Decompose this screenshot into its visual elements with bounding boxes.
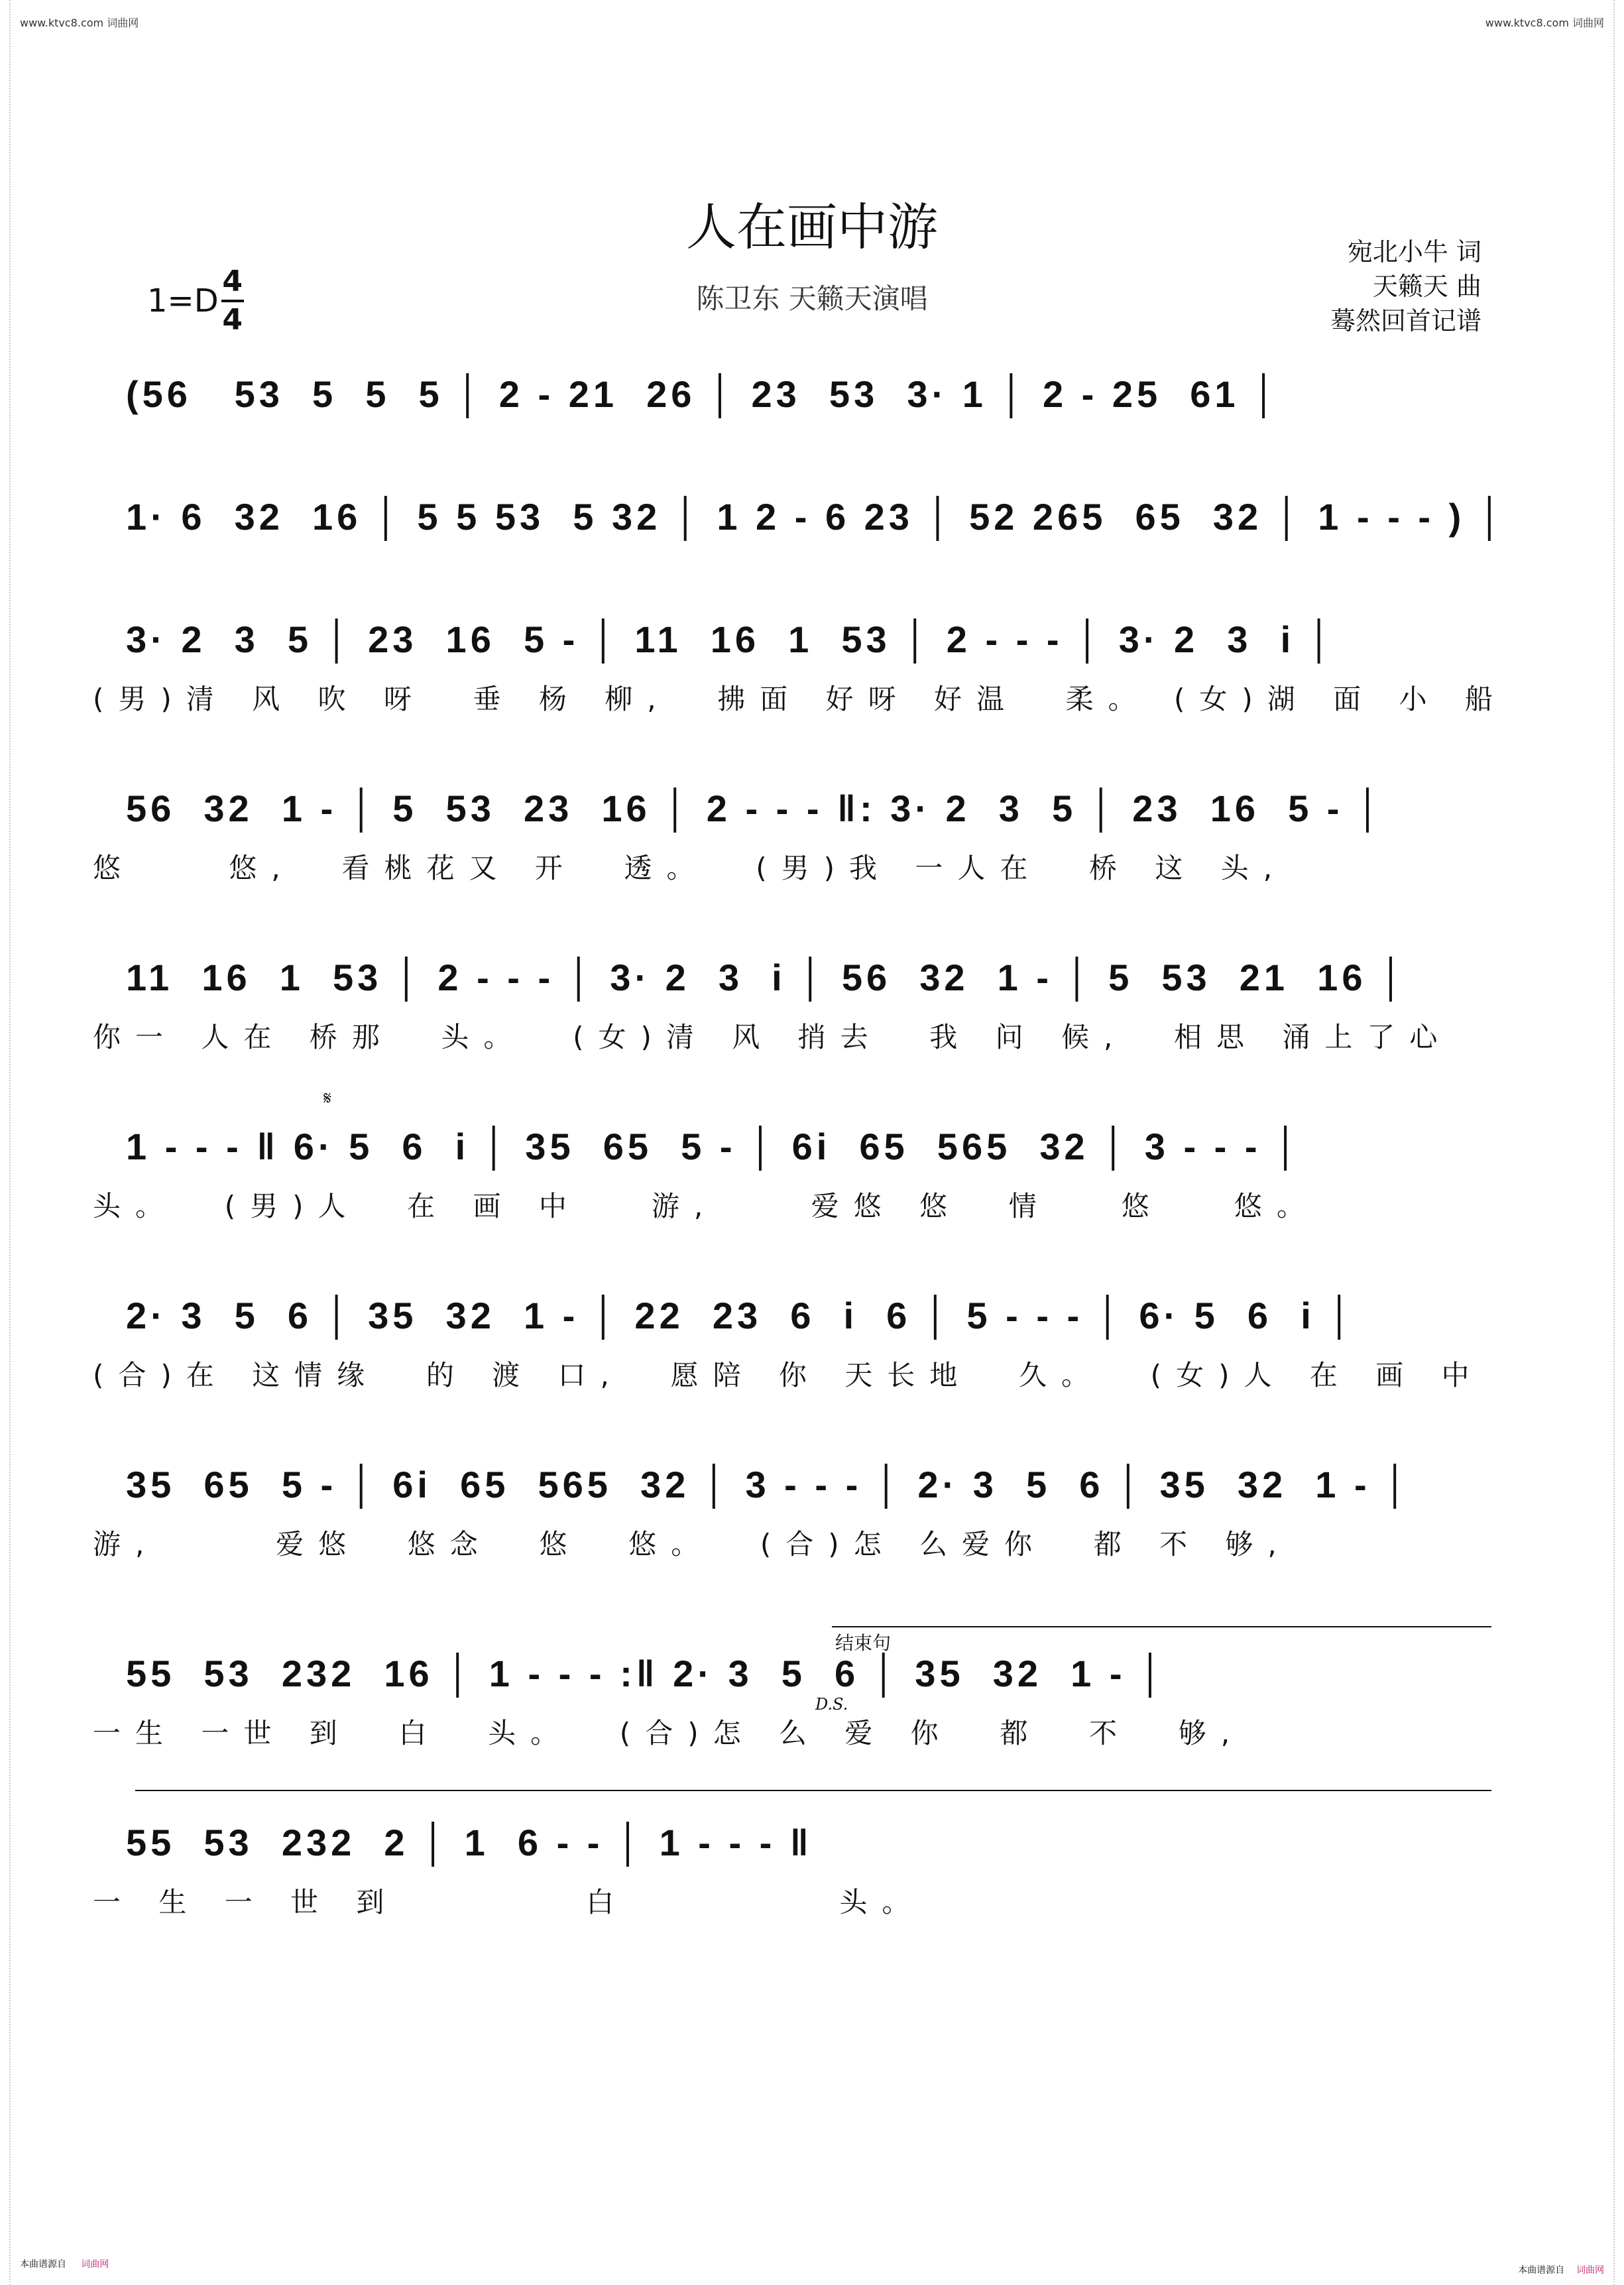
notes: 56 32 1 - │ 5 53 23 16 │ 2 - - - ‖: 3· 2 3 5 │ 23 16 5 - │ bbox=[126, 788, 1385, 829]
notes: 1 - - - ‖ 6· 5 6 i │ 35 65 5 - │ 6i 65 565 32 │ 3 - - - │ bbox=[126, 1126, 1303, 1167]
ds-mark: D.S. bbox=[815, 1695, 848, 1714]
score-row-9 bbox=[93, 1632, 1491, 1749]
key-label: 1=D bbox=[147, 282, 219, 320]
right-margin-dots bbox=[1613, 0, 1624, 2285]
notes: 55 53 232 16 │ 1 - - - :‖ 2· 3 5 6 │ 35 32 1 - │ bbox=[126, 1653, 1168, 1694]
singer-line: 陈卫东 天籁天演唱 bbox=[696, 282, 928, 315]
segno-mark: 𝄋 bbox=[323, 1087, 332, 1109]
lyrics: 一生 一世 到 白 头。 (合)怎 么 爱 你 都 不 够, bbox=[93, 1717, 1245, 1749]
score-row-10 bbox=[93, 1816, 1491, 1918]
lyrics: (合)在 这情缘 的 渡 口, 愿陪 你 天长地 久。 (女)人 在 画 中 bbox=[93, 1359, 1484, 1391]
ending-bracket-line bbox=[832, 1626, 1491, 1627]
score-row-4 bbox=[93, 782, 1491, 884]
notes: 35 65 5 - │ 6i 65 565 32 │ 3 - - - │ 2· 3 5 6 │ 35 32 1 - │ bbox=[126, 1464, 1413, 1505]
ending-bracket-line bbox=[135, 1790, 1491, 1791]
notes: 11 16 1 53 │ 2 - - - │ 3· 2 3 i │ 56 32 1 - │ 5 53 21 16 │ bbox=[126, 957, 1409, 998]
time-top: 4 bbox=[222, 264, 243, 298]
footer-left: 本曲谱源自 词曲网 bbox=[20, 2259, 109, 2270]
site-watermark-right: www.ktvc8.com 词曲网 bbox=[1485, 17, 1604, 29]
footer-right: 本曲谱源自 词曲网 bbox=[1518, 2265, 1604, 2276]
score-row-6 bbox=[93, 1087, 1491, 1222]
score-row-1 bbox=[126, 368, 1491, 467]
score-row-7 bbox=[93, 1289, 1491, 1391]
lyrics bbox=[93, 434, 1525, 474]
notes: 55 53 232 2 │ 1 6 - - │ 1 - - - ‖ bbox=[126, 1822, 813, 1863]
notes: 3· 2 3 5 │ 23 16 5 - │ 11 16 1 53 │ 2 - - - │ 3· 2 3 i │ bbox=[126, 618, 1336, 660]
transcriber-credit: 蓦然回首记谱 bbox=[1330, 306, 1481, 335]
credits bbox=[1330, 235, 1481, 338]
lyrics: 悠 悠, 看桃花又 开 透。 (男)我 一人在 桥 这 头, bbox=[93, 852, 1287, 884]
left-margin-dots bbox=[0, 0, 11, 2285]
lyrics: 你一 人在 桥那 头。 (女)清 风 捎去 我 问 候, 相思 涌上了心 bbox=[93, 1021, 1452, 1053]
time-bottom: 4 bbox=[222, 303, 243, 337]
lyrics bbox=[93, 557, 1525, 597]
site-watermark-left: www.ktvc8.com 词曲网 bbox=[20, 17, 139, 29]
song-title: 人在画中游 bbox=[686, 198, 938, 257]
score-row-8 bbox=[93, 1458, 1491, 1560]
score-row-3 bbox=[93, 613, 1507, 715]
lyrics: 头。 (男)人 在 画 中 游, 爱悠 悠 情 悠 悠。 bbox=[93, 1190, 1319, 1222]
composer-credit: 天籁天 曲 bbox=[1372, 272, 1481, 301]
lyrics: (男)清 风 吹 呀 垂 杨 柳, 拂面 好呀 好温 柔。 (女)湖 面 小 船 bbox=[93, 683, 1507, 715]
lyrics: 一 生 一 世 到 白 头。 bbox=[93, 1886, 925, 1918]
key-signature bbox=[147, 264, 244, 338]
lyricist-credit: 宛北小牛 词 bbox=[1347, 237, 1481, 266]
notes: 1· 6 32 16 │ 5 5 53 5 32 │ 1 2 - 6 23 │ 52 265 65 32 │ 1 - - - ) │ bbox=[126, 496, 1507, 538]
score-row-2 bbox=[126, 491, 1507, 590]
notes: 2· 3 5 6 │ 35 32 1 - │ 22 23 6 i 6 │ 5 - - - │ 6· 5 6 i │ bbox=[126, 1295, 1357, 1336]
time-signature bbox=[221, 264, 244, 338]
lyrics: 游, 爱悠 悠念 悠 悠。 (合)怎 么爱你 都 不 够, bbox=[93, 1528, 1291, 1560]
notes: (56 53 5 5 5 │ 2 - 21 26 │ 23 53 3· 1 │ 2 - 25 61 │ bbox=[126, 373, 1281, 415]
score-row-5 bbox=[93, 951, 1491, 1053]
ending-label: 结束句 bbox=[835, 1632, 892, 1654]
